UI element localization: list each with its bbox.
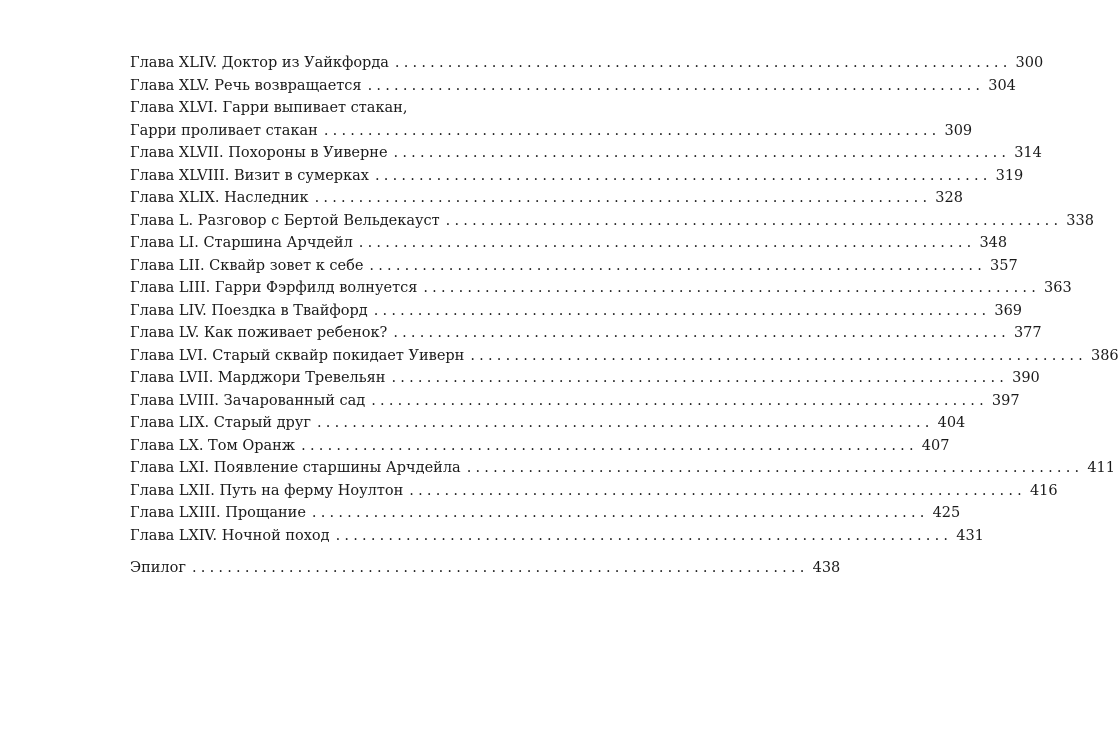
dot-leader: ...................................................................... (369, 257, 987, 274)
toc-entry-title: Глава LXIV. Ночной поход (130, 527, 330, 544)
toc-entry-title: Глава LVI. Старый сквайр покидает Уиверн (130, 347, 465, 364)
toc-page-number: 363 (1044, 280, 1072, 296)
toc-entry-title: Гарри проливает стакан (130, 122, 318, 139)
toc-entry-title: Глава XLVII. Похороны в Уиверне (130, 145, 388, 161)
toc-entry-title: Эпилог (130, 560, 186, 576)
dot-leader: ...................................................................... (358, 235, 976, 251)
toc-page-number: 416 (1029, 482, 1058, 499)
toc-entry-title: Глава LXI. Появление старшины Арчдейла (130, 460, 461, 476)
toc-page-number: 314 (1014, 145, 1042, 161)
toc-entry[interactable] (130, 412, 966, 435)
dot-leader: ...................................................................... (191, 560, 809, 576)
toc-entry[interactable] (130, 480, 1058, 503)
toc-page-number: 300 (1015, 55, 1044, 71)
dot-leader: ...................................................................... (423, 280, 1040, 296)
toc-entry[interactable] (130, 367, 1040, 390)
toc-page-number: 328 (935, 190, 963, 206)
toc-entry[interactable] (130, 165, 1024, 188)
dot-leader: ...................................................................... (323, 122, 941, 139)
dot-leader: ...................................................................... (409, 482, 1026, 499)
dot-leader: ...................................................................... (335, 527, 953, 544)
dot-leader: ...................................................................... (301, 437, 918, 454)
toc-entry[interactable] (130, 322, 1042, 345)
toc-entry-title: Глава LIV. Поездка в Твайфорд (130, 302, 368, 319)
dot-leader: ...................................................................... (391, 370, 1009, 386)
toc-page-number: 304 (988, 77, 1016, 94)
toc-entry-title: Глава LIX. Старый друг (130, 415, 311, 431)
toc-entry[interactable] (130, 255, 1018, 278)
toc-page-number: 407 (921, 437, 950, 454)
toc-page-number: 377 (1013, 325, 1042, 341)
toc-entry[interactable] (130, 232, 1008, 255)
dot-leader: ...................................................................... (374, 167, 992, 184)
toc-entry-title: Глава LVII. Марджори Тревельян (130, 370, 386, 386)
dot-leader: ...................................................................... (311, 505, 929, 521)
table-of-contents (130, 52, 1119, 580)
toc-page-number: 438 (812, 560, 841, 576)
toc-entry-title: Глава LXII. Путь на ферму Ноултон (130, 482, 404, 499)
toc-page-number: 425 (932, 505, 961, 521)
dot-leader: ...................................................................... (371, 392, 988, 409)
toc-entry[interactable] (130, 52, 1044, 75)
toc-page-number: 309 (944, 122, 973, 139)
toc-page-number: 338 (1066, 212, 1094, 229)
toc-entry[interactable] (130, 142, 1042, 165)
toc-entry[interactable] (130, 97, 973, 142)
toc-entry[interactable] (130, 210, 1094, 233)
toc-entry-title: Глава XLIX. Наследник (130, 190, 309, 206)
toc-entry[interactable] (130, 435, 950, 458)
toc-entry[interactable] (130, 277, 1072, 300)
toc-entry[interactable] (130, 525, 984, 548)
dot-leader: ...................................................................... (316, 415, 934, 431)
toc-page-number: 397 (991, 392, 1020, 409)
toc-entry-title: Глава XLV. Речь возвращается (130, 77, 362, 94)
toc-entry-epilog[interactable] (130, 557, 841, 580)
toc-entry-title: Глава LIII. Гарри Фэрфилд волнуется (130, 280, 418, 296)
dot-leader: ...................................................................... (393, 325, 1010, 341)
toc-entry-title: Глава LII. Сквайр зовет к себе (130, 257, 364, 274)
toc-entry-title: Глава LVIII. Зачарованный сад (130, 392, 366, 409)
dot-leader: ...................................................................... (393, 145, 1011, 161)
toc-entry-title: Глава LX. Том Оранж (130, 437, 296, 454)
toc-entry[interactable] (130, 502, 961, 525)
dot-leader: ...................................................................... (373, 302, 991, 319)
toc-entry[interactable] (130, 300, 1023, 323)
toc-entry-title: Глава XLVIII. Визит в сумерках (130, 167, 369, 184)
toc-entry-title: Глава LI. Старшина Арчдейл (130, 235, 353, 251)
dot-leader: ...................................................................... (445, 212, 1063, 229)
toc-entry-title-line1: Глава XLVI. Гарри выпивает стакан, (130, 100, 408, 116)
toc-entry[interactable] (130, 457, 1116, 480)
toc-entry-title: Глава LXIII. Прощание (130, 505, 306, 521)
toc-page-number: 357 (990, 257, 1018, 274)
dot-leader: ...................................................................... (470, 347, 1087, 364)
toc-entry[interactable] (130, 75, 1016, 98)
toc-entry-title: Глава L. Разговор с Бертой Вельдекауст (130, 212, 440, 229)
toc-page-number: 404 (937, 415, 966, 431)
toc-page-number: 411 (1087, 460, 1116, 476)
toc-page-number: 348 (979, 235, 1008, 251)
toc-entry[interactable] (130, 390, 1020, 413)
dot-leader: ...................................................................... (466, 460, 1084, 476)
dot-leader: ...................................................................... (314, 190, 932, 206)
dot-leader: ...................................................................... (367, 77, 985, 94)
toc-page-number: 319 (995, 167, 1024, 184)
toc-page-number: 390 (1012, 370, 1040, 386)
toc-entry[interactable] (130, 187, 963, 210)
dot-leader: ...................................................................... (394, 55, 1012, 71)
toc-entry-title: Глава XLIV. Доктор из Уайкфорда (130, 55, 389, 71)
toc-entry[interactable] (130, 345, 1119, 368)
toc-page-number: 431 (956, 527, 984, 544)
toc-entry-title: Глава LV. Как поживает ребенок? (130, 325, 388, 341)
toc-page-number: 369 (994, 302, 1023, 319)
toc-page-number: 386 (1090, 347, 1119, 364)
